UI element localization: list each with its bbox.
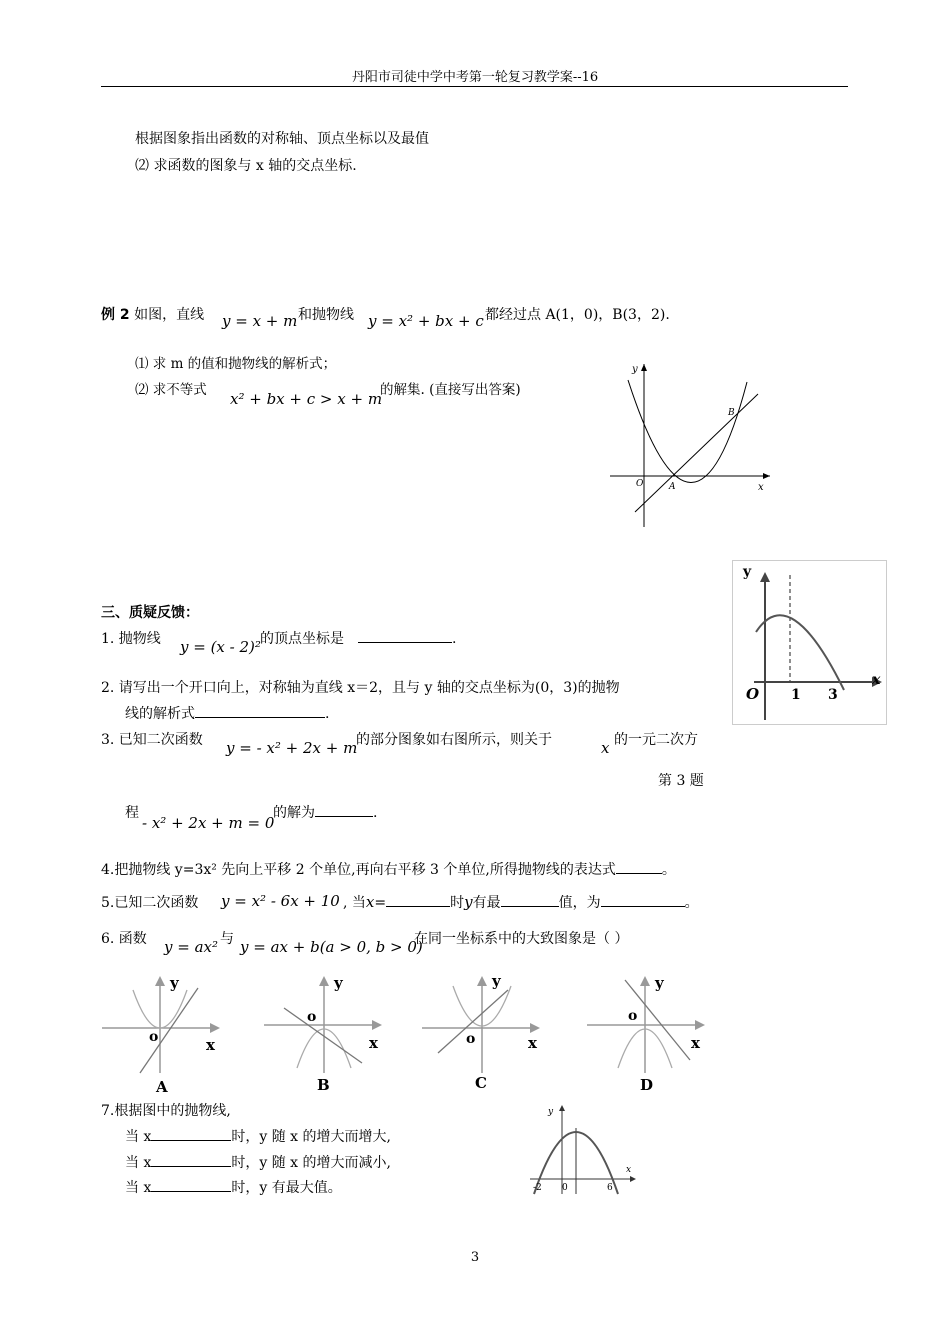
option-b-label: B: [317, 1076, 330, 1094]
q3-equation-2: - x² + 2x + m = 0: [142, 814, 275, 832]
q5-end: 。: [684, 895, 699, 911]
graph-y-label: y: [632, 364, 638, 375]
example-2-text-c: 都经过点 A(1，0)，B(3，2).: [485, 307, 670, 323]
example-2-text-a: 如图，直线: [134, 307, 205, 323]
example-2-statement: [101, 304, 204, 324]
option-b-line: [284, 1008, 362, 1063]
fig7-y-label: y: [548, 1107, 554, 1117]
q4-end: 。: [661, 862, 676, 878]
x-axis-arrow: [763, 473, 770, 479]
q3-text-c: 的一元二次方: [614, 732, 698, 748]
option-a-y-arrow: [155, 976, 165, 986]
q7-l3-b: 时，y 有最大值。: [231, 1180, 342, 1196]
example-2-q1: ⑴ 求 m 的值和抛物线的解析式；: [135, 356, 337, 372]
fig7-y-arrow: [559, 1105, 565, 1111]
option-b-origin: o: [307, 1009, 317, 1025]
option-d-x-label: x: [691, 1034, 700, 1052]
q1-text-b: 的顶点坐标是: [260, 631, 344, 647]
question-7-figure: [526, 1100, 641, 1196]
fig7-x-label: x: [626, 1165, 632, 1175]
question-3-figure: [732, 560, 887, 725]
fig3-tick-1: 1: [791, 687, 801, 703]
q6-option-a-graph[interactable]: [100, 968, 230, 1098]
q7-line-3: [125, 1177, 342, 1197]
q3-text-d: 程: [125, 805, 139, 821]
q3-answer-row: [273, 802, 377, 822]
q5-blank-kind[interactable]: [501, 892, 559, 907]
example-2-label: 例 2: [101, 307, 130, 323]
header-rule: [101, 86, 848, 87]
fig3-tick-3: 3: [828, 687, 838, 703]
fig7-tick-0: 0: [562, 1183, 568, 1193]
option-d-origin: o: [628, 1008, 638, 1024]
q5-blank-value[interactable]: [601, 892, 685, 907]
parabola-curve: [628, 380, 747, 483]
q7-line-1: [125, 1126, 391, 1146]
q6-text-a: 6. 函数: [101, 931, 147, 947]
q7-blank-2[interactable]: [151, 1152, 231, 1167]
top-line-2: ⑵ 求函数的图象与 x 轴的交点坐标.: [135, 158, 357, 174]
q2-blank[interactable]: [195, 703, 325, 718]
q5-text-b: , 当: [343, 895, 366, 911]
q7-title: 7.根据图中的抛物线,: [101, 1103, 231, 1119]
q5-row: [343, 892, 699, 912]
q3-blank[interactable]: [315, 802, 373, 817]
q6-option-c-graph[interactable]: [420, 968, 550, 1098]
q5-text-f: 值，为: [558, 895, 601, 911]
line-equation: y = x + m: [222, 312, 298, 330]
option-a-label: A: [156, 1078, 168, 1096]
option-b-x-label: x: [369, 1034, 378, 1052]
q4-blank[interactable]: [616, 859, 662, 874]
q5-text-d: 时: [450, 895, 465, 911]
q2-period: .: [325, 706, 330, 722]
option-c-y-label: y: [492, 972, 501, 990]
option-d-y-label: y: [655, 974, 664, 992]
q7-line-2: [125, 1152, 391, 1172]
q5-text-c: =: [374, 895, 387, 911]
q5-text-e: 有最: [472, 895, 501, 911]
point-b-label: B: [728, 408, 735, 418]
option-c-label: C: [475, 1074, 487, 1092]
option-c-y-arrow: [477, 976, 487, 986]
option-b-y-arrow: [319, 976, 329, 986]
graph-origin-label: O: [636, 479, 644, 489]
fig7-x-arrow: [630, 1176, 636, 1182]
line-y-x-m: [635, 394, 758, 512]
example-2-text-b: 和抛物线: [298, 307, 354, 323]
q1-answer-row: [358, 628, 456, 647]
q5-text-a: 5.已知二次函数: [101, 895, 199, 911]
q1-blank[interactable]: [358, 628, 452, 643]
q6-option-d-graph[interactable]: [585, 968, 715, 1098]
q2-line-2: [125, 703, 329, 723]
q6-text-c: 在同一坐标系中的大致图象是（ ）: [414, 931, 629, 947]
q3-equation: y = - x² + 2x + m: [226, 739, 358, 757]
option-a-x-label: x: [206, 1036, 215, 1054]
option-c-origin: o: [466, 1031, 476, 1047]
option-c-x-arrow: [530, 1023, 540, 1033]
q5-equation: y = x² - 6x + 10: [221, 892, 340, 910]
q3-text-e: 的解为: [273, 805, 315, 821]
q7-l2-b: 时，y 随 x 的增大而减小,: [231, 1155, 391, 1171]
q6-equation-2: y = ax + b(a > 0, b > 0): [240, 938, 423, 956]
q7-l3-a: 当 x: [125, 1180, 152, 1196]
fig3-x-label: x: [872, 672, 881, 688]
q3-period: .: [373, 805, 378, 821]
y-axis-arrow: [641, 364, 647, 371]
q5-blank-x[interactable]: [386, 892, 450, 907]
option-a-origin: o: [149, 1029, 159, 1045]
q2-line-1: 2. 请写出一个开口向上，对称轴为直线 x＝2，且与 y 轴的交点坐标为(0，3)的抛物: [101, 680, 620, 696]
top-line-1: 根据图象指出函数的对称轴、顶点坐标以及最值: [135, 131, 429, 147]
example-2-graph: [600, 352, 780, 532]
q6-option-b-graph[interactable]: [262, 968, 392, 1098]
q7-l2-a: 当 x: [125, 1155, 152, 1171]
fig7-tick-6: 6: [607, 1183, 613, 1193]
q4-row: [101, 859, 676, 879]
fig3-parabola: [756, 615, 844, 690]
fig3-y-label: y: [743, 564, 752, 580]
option-d-x-arrow: [695, 1020, 705, 1030]
example-2-q2a: ⑵ 求不等式: [135, 382, 207, 398]
q6-text-b: 与: [220, 931, 234, 947]
fig3-y-arrow: [760, 572, 770, 582]
option-b-y-label: y: [334, 974, 343, 992]
q3-figure-caption: 第 3 题: [658, 773, 704, 789]
section-3-title: 三、质疑反馈：: [101, 605, 199, 621]
page-number: 3: [470, 1250, 480, 1265]
q3-variable-x: x: [601, 739, 610, 757]
graph-x-label: x: [758, 482, 764, 493]
q6-equation-1: y = ax²: [164, 938, 218, 956]
example-2-q2b: 的解集. (直接写出答案): [380, 382, 521, 398]
fig3-origin: O: [746, 685, 760, 703]
q7-l1-b: 时，y 随 x 的增大而增大,: [231, 1129, 391, 1145]
q4-text: 4.把抛物线 y=3x² 先向上平移 2 个单位,再向右平移 3 个单位,所得抛物线的表达式: [101, 862, 616, 878]
q7-blank-3[interactable]: [151, 1177, 231, 1192]
option-c-x-label: x: [528, 1034, 537, 1052]
option-a-y-label: y: [170, 974, 179, 992]
q3-text-b: 的部分图象如右图所示，则关于: [356, 732, 552, 748]
fig7-tick-neg2: -2: [533, 1183, 542, 1193]
q1-equation: y = (x - 2)²: [180, 638, 261, 656]
q1-text-a: 1. 抛物线: [101, 631, 161, 647]
q2-text-a: 线的解析式: [125, 706, 195, 722]
q3-text-a: 3. 已知二次函数: [101, 732, 203, 748]
option-a-x-arrow: [210, 1023, 220, 1033]
inequality: x² + bx + c > x + m: [230, 390, 383, 408]
q7-l1-a: 当 x: [125, 1129, 152, 1145]
q5-variable-y: y: [464, 893, 473, 911]
q7-blank-1[interactable]: [151, 1126, 231, 1141]
q5-variable-x: x: [365, 893, 375, 911]
point-a-label: A: [669, 482, 676, 492]
option-d-label: D: [640, 1076, 654, 1094]
page-header: 丹阳市司徒中学中考第一轮复习教学案--16: [351, 70, 599, 85]
option-d-y-arrow: [640, 976, 650, 986]
option-b-x-arrow: [372, 1020, 382, 1030]
q1-period: .: [452, 631, 457, 647]
parabola-equation: y = x² + bx + c: [368, 312, 484, 330]
